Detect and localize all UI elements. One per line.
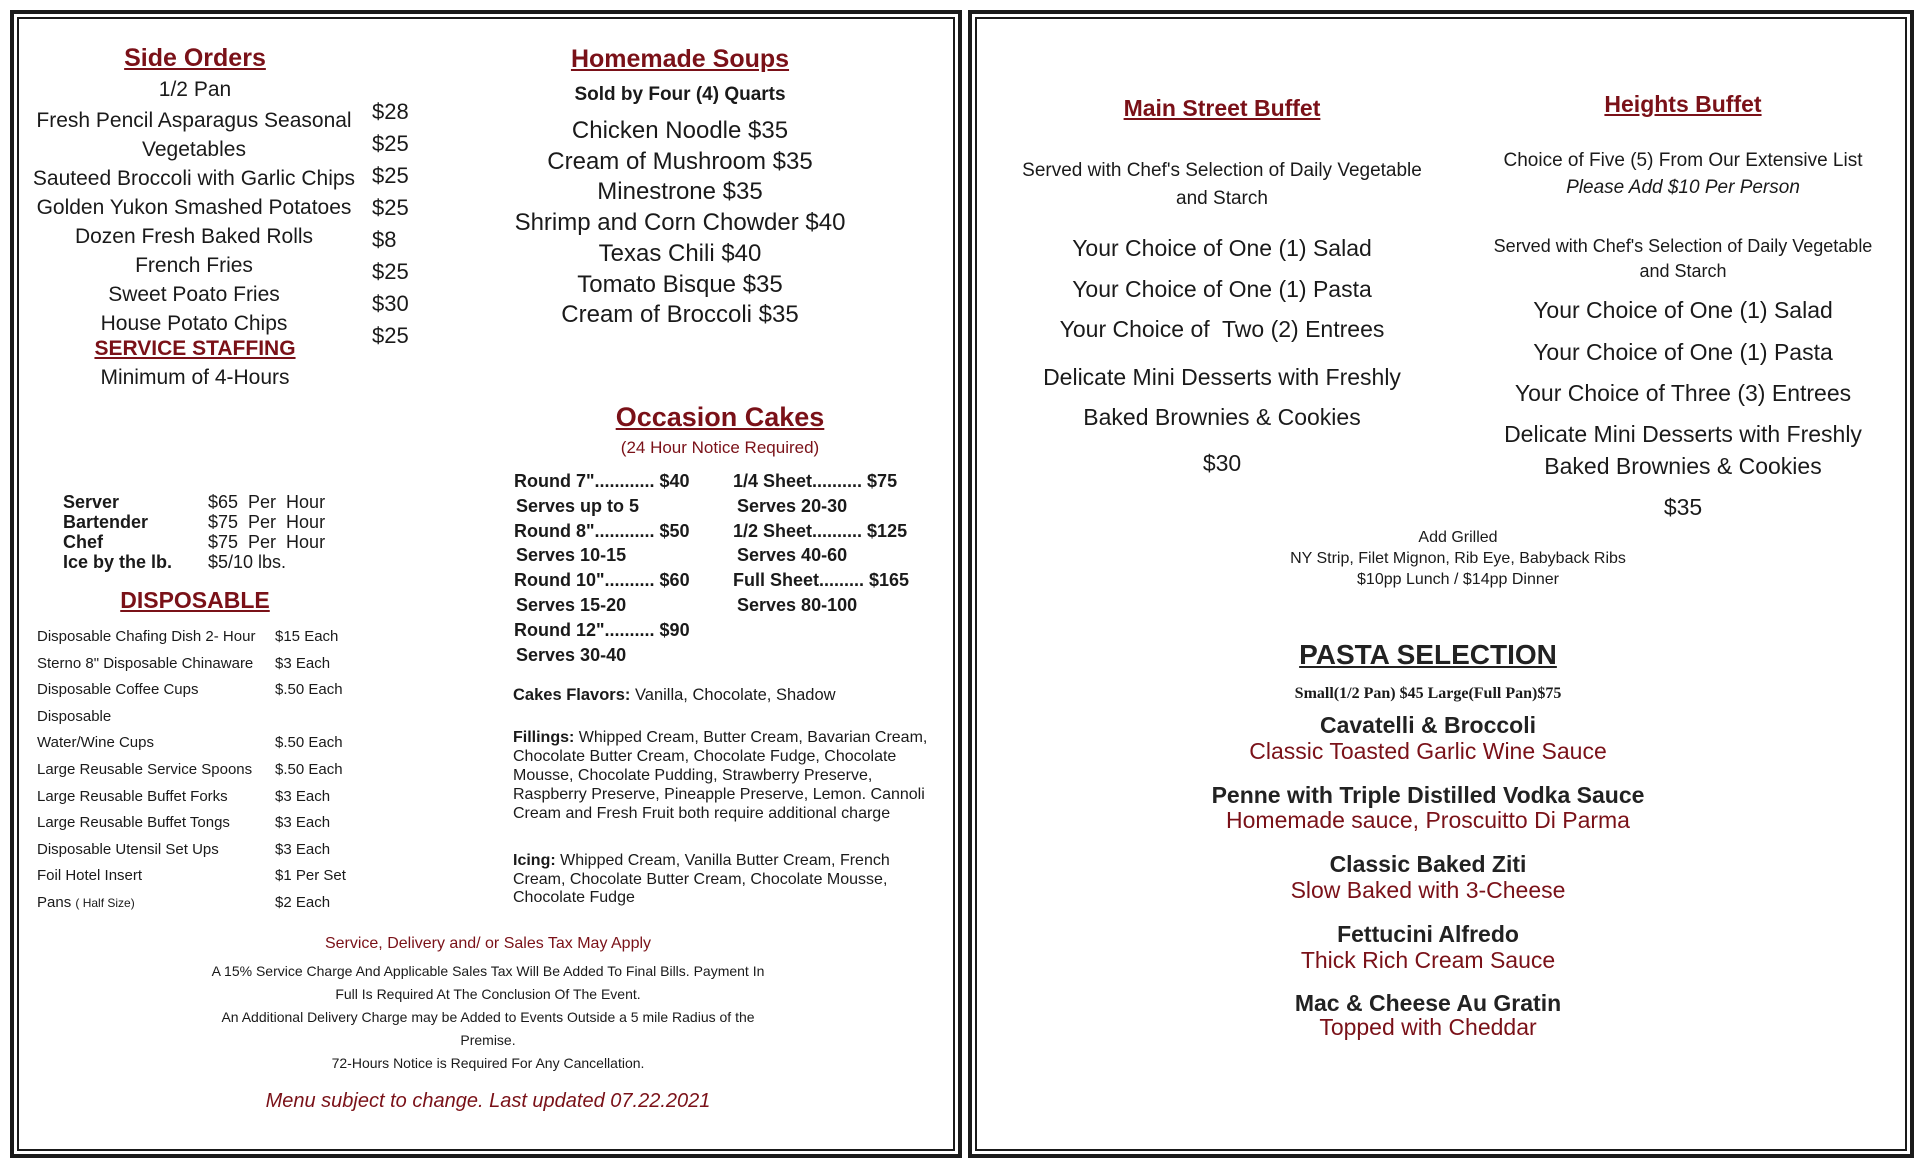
- side-price: $25: [372, 131, 409, 156]
- disposable-item: Water/Wine Cups: [37, 734, 154, 752]
- cake-icing-text: Whipped Cream, Vanilla Butter Cream, French Cream, Chocolate Butter Cream, Chocolate Mousse, Chocolate Fudge: [513, 852, 890, 906]
- heights-choice: Your Choice of Three (3) Entrees: [1514, 380, 1852, 406]
- cake-serves: Serves 10-15: [516, 545, 627, 566]
- disposable-row: [37, 784, 346, 811]
- main-street-served: Served with Chef's Selection of Daily Vegetable and Starch: [1022, 160, 1422, 209]
- soup-item: Texas Chili $40: [598, 239, 762, 267]
- disposable-row: [37, 837, 346, 864]
- cake-serves: Serves up to 5: [516, 495, 640, 516]
- staff-role: Ice by the lb.: [63, 552, 173, 572]
- disposable-row: [37, 810, 346, 837]
- heights-choice: Your Choice of One (1) Pasta: [1533, 338, 1833, 365]
- add-grilled: [1208, 527, 1708, 590]
- disposable-price: $.50 Each: [275, 734, 343, 752]
- staffing-row: [63, 552, 325, 572]
- disposable-price: $.50 Each: [275, 760, 343, 778]
- disposable-item: [37, 890, 275, 917]
- disposable-item: Disposable Chafing Dish 2- Hour: [37, 628, 256, 645]
- disposable-price: $.50 Each: [275, 681, 343, 699]
- main-street-choice: Your Choice of One (1) Salad: [1072, 235, 1372, 261]
- disposable-row: [37, 757, 346, 784]
- side-item: Sauteed Broccoli with Garlic Chips: [32, 167, 356, 190]
- staffing-row: [63, 532, 325, 552]
- disposable-item: Foil Hotel Insert: [37, 867, 143, 885]
- service-staffing-title: SERVICE STAFFING: [94, 337, 296, 360]
- cakes-title: Occasion Cakes: [615, 402, 825, 432]
- heights-choice: Your Choice of One (1) Salad: [1533, 297, 1833, 323]
- pasta-desc: Classic Toasted Garlic Wine Sauce: [1249, 738, 1607, 764]
- pasta-desc: Homemade sauce, Proscuitto Di Parma: [1226, 807, 1630, 833]
- main-street-price: $30: [1202, 450, 1242, 476]
- disposable-title: DISPOSABLE: [120, 587, 270, 613]
- staff-role: Chef: [63, 532, 103, 552]
- pasta-item: [1128, 783, 1728, 851]
- disposable-price: $3 Each: [275, 787, 331, 805]
- disposable-row: [37, 624, 346, 651]
- disposable-item: Large Reusable Buffet Tongs: [37, 814, 230, 832]
- cakes-notice: (24 Hour Notice Required): [620, 438, 820, 457]
- tax-notice-heading: Service, Delivery and/ or Sales Tax May Apply: [324, 935, 652, 952]
- pasta-name: Mac & Cheese Au Gratin: [1294, 990, 1562, 1016]
- disposable-price: $15 Each: [275, 628, 339, 645]
- soup-item: Cream of Broccoli $35: [561, 301, 799, 329]
- side-orders-list: [22, 106, 366, 338]
- main-street-desserts: [1012, 357, 1432, 437]
- side-price: $25: [372, 195, 409, 220]
- cake-fillings: [513, 728, 933, 823]
- disposable-item: Large Reusable Service Spoons: [37, 760, 253, 778]
- staff-rate: $75 Per Hour: [208, 532, 326, 552]
- notice-line: 72-Hours Notice is Required For Any Cancellation.: [331, 1055, 645, 1071]
- cake-serves: Serves 40-60: [737, 545, 848, 566]
- dessert-line: Delicate Mini Desserts with Freshly: [1043, 364, 1401, 390]
- cake-serves: Serves 80-100: [737, 594, 858, 615]
- side-price: $25: [372, 259, 409, 284]
- staff-role: Server: [63, 492, 120, 512]
- pasta-item: [1128, 921, 1728, 991]
- disposable-row: [37, 651, 346, 678]
- pasta-name: Classic Baked Ziti: [1329, 851, 1527, 877]
- pasta-list: [1128, 713, 1728, 1039]
- side-item: Vegetables: [142, 138, 246, 161]
- staffing-row: [63, 512, 325, 532]
- cakes-round-column: [514, 469, 690, 667]
- staff-rate: $75 Per Hour: [208, 512, 326, 532]
- service-staffing-subtitle: Minimum of 4-Hours: [100, 366, 290, 389]
- heights-price: $35: [1663, 494, 1703, 520]
- staff-role: Bartender: [63, 512, 149, 532]
- add-grilled-line: NY Strip, Filet Mignon, Rib Eye, Babyback Ribs: [1290, 550, 1626, 567]
- side-orders-title: Side Orders: [124, 44, 266, 72]
- disposable-price: $1 Per Set: [275, 867, 346, 885]
- soup-item: Cream of Mushroom $35: [547, 147, 813, 175]
- disposable-item: Large Reusable Buffet Forks: [37, 787, 228, 805]
- cake-size: Full Sheet......... $165: [733, 570, 910, 591]
- dessert-line: Baked Brownies & Cookies: [1544, 453, 1822, 479]
- cake-serves: Serves 30-40: [516, 644, 627, 665]
- disposable-item: Sterno 8" Disposable Chinaware: [37, 654, 254, 672]
- side-price: $30: [372, 291, 409, 316]
- cake-size: Round 7"............ $40: [514, 471, 690, 491]
- tax-notice-lines: [190, 960, 786, 1075]
- soups-title: Homemade Soups: [570, 45, 790, 73]
- disposable-price: $3 Each: [275, 840, 331, 858]
- dessert-line: Baked Brownies & Cookies: [1083, 404, 1361, 430]
- cake-fillings-text: Whipped Cream, Butter Cream, Bavarian Cream, Chocolate Butter Cream, Chocolate Fudge, Chocolate Mousse, Chocolate Pudding, Strawberry Preserve, Raspberry Preserve, Pineapple Preserve, Lemon. Cannoli Cream and Fresh Fruit both require additional charge: [513, 729, 928, 822]
- main-street-choice: Your Choice of One (1) Pasta: [1072, 275, 1372, 302]
- pasta-selection-title: PASTA SELECTION: [1299, 639, 1557, 670]
- staff-rate: $65 Per Hour: [208, 492, 326, 512]
- cake-flavors-text: Vanilla, Chocolate, Shadow: [635, 686, 836, 704]
- pasta-desc: Slow Baked with 3-Cheese: [1290, 877, 1566, 903]
- staff-rate: $5/10 lbs.: [208, 552, 287, 572]
- soups-list: [480, 116, 880, 331]
- pasta-desc: Topped with Cheddar: [1319, 1014, 1537, 1040]
- cake-size: Round 8"............ $50: [514, 520, 690, 541]
- pasta-item: [1128, 851, 1728, 921]
- cake-size: 1/2 Sheet.......... $125: [733, 520, 908, 541]
- cake-serves: Serves 20-30: [737, 495, 848, 516]
- disposable-row: [37, 863, 346, 890]
- cake-icing: [513, 852, 933, 908]
- disposable-table: [37, 624, 346, 917]
- cake-flavors-label: Cakes Flavors:: [513, 686, 631, 704]
- side-price: $8: [372, 227, 397, 252]
- cake-serves: Serves 15-20: [516, 594, 627, 615]
- soups-subtitle: Sold by Four (4) Quarts: [574, 84, 786, 105]
- cakes-sheet-column: [733, 469, 909, 618]
- disposable-item-note: ( Half Size): [75, 895, 135, 910]
- cake-flavors: [513, 686, 933, 705]
- side-price: $25: [372, 163, 409, 188]
- side-price: $25: [372, 323, 409, 348]
- soup-item: Shrimp and Corn Chowder $40: [514, 209, 846, 237]
- last-updated: Menu subject to change. Last updated 07.22.2021: [265, 1090, 711, 1112]
- pasta-name: Cavatelli & Broccoli: [1319, 712, 1537, 738]
- main-street-choices: [1012, 228, 1432, 350]
- notice-line: Premise.: [460, 1032, 516, 1048]
- pasta-item: [1128, 991, 1728, 1039]
- side-item: House Potato Chips: [100, 312, 288, 335]
- soup-item: Chicken Noodle $35: [571, 117, 789, 144]
- disposable-row: [37, 677, 346, 730]
- heights-choices: [1463, 290, 1903, 415]
- side-item: Dozen Fresh Baked Rolls: [74, 225, 314, 248]
- disposable-price: $2 Each: [275, 893, 331, 911]
- side-item: French Fries: [135, 254, 253, 277]
- disposable-item-name: Pans: [37, 893, 72, 911]
- soup-item: Minestrone $35: [597, 178, 763, 206]
- heights-choice-line: Choice of Five (5) From Our Extensive List: [1503, 150, 1863, 171]
- disposable-row: [37, 890, 346, 917]
- heights-desserts: [1463, 418, 1903, 482]
- heights-served: Served with Chef's Selection of Daily Vegetable and Starch: [1493, 236, 1873, 281]
- disposable-price: $3 Each: [275, 654, 331, 672]
- pasta-name: Fettucini Alfredo: [1337, 921, 1519, 947]
- cake-fillings-label: Fillings:: [513, 729, 575, 746]
- side-price: $28: [372, 99, 409, 124]
- cake-size: Round 12".......... $90: [514, 619, 690, 640]
- pasta-sizes: Small(1/2 Pan) $45 Large(Full Pan)$75: [1294, 685, 1562, 702]
- disposable-price: $3 Each: [275, 814, 331, 832]
- disposable-item: Disposable Coffee Cups Disposable: [37, 681, 199, 725]
- side-orders-subtitle: 1/2 Pan: [158, 78, 232, 101]
- notice-line: An Additional Delivery Charge may be Added to Events Outside a 5 mile Radius of the: [221, 1009, 755, 1025]
- side-item: Fresh Pencil Asparagus Seasonal: [36, 109, 352, 132]
- staffing-row: [63, 492, 325, 512]
- heights-add-line: Please Add $10 Per Person: [1566, 177, 1800, 198]
- disposable-row: [37, 730, 346, 757]
- disposable-item: Disposable Utensil Set Ups: [37, 840, 219, 858]
- notice-line: A 15% Service Charge And Applicable Sales Tax Will Be Added To Final Bills. Payment In: [211, 963, 765, 979]
- add-grilled-line: Add Grilled: [1418, 529, 1498, 546]
- notice-line: Full Is Required At The Conclusion Of The Event.: [335, 986, 641, 1002]
- main-street-choice: Your Choice of Two (2) Entrees: [1059, 316, 1385, 342]
- side-item: Golden Yukon Smashed Potatoes: [36, 196, 352, 219]
- cake-size: 1/4 Sheet.......... $75: [733, 471, 898, 491]
- heights-buffet-title: Heights Buffet: [1604, 91, 1762, 117]
- side-item: Sweet Poato Fries: [108, 283, 280, 306]
- pasta-item: [1128, 713, 1728, 783]
- dessert-line: Delicate Mini Desserts with Freshly: [1504, 421, 1862, 447]
- pasta-desc: Thick Rich Cream Sauce: [1300, 947, 1556, 973]
- soup-item: Tomato Bisque $35: [577, 270, 783, 298]
- pasta-name: Penne with Triple Distilled Vodka Sauce: [1211, 782, 1645, 808]
- side-orders-prices: [372, 96, 409, 352]
- cake-size: Round 10".......... $60: [514, 570, 690, 591]
- main-street-buffet-title: Main Street Buffet: [1123, 95, 1321, 121]
- cake-icing-label: Icing:: [513, 852, 556, 869]
- add-grilled-line: $10pp Lunch / $14pp Dinner: [1357, 571, 1559, 588]
- staffing-table: [63, 492, 325, 572]
